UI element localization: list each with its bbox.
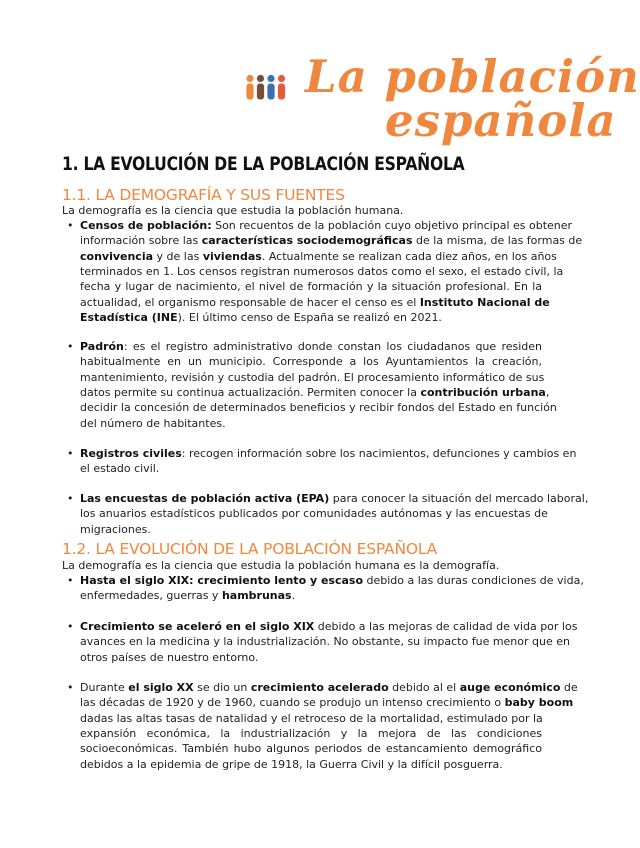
text: de la misma, de las formas de [412, 234, 583, 248]
text: . Actualmente se realizan cada diez años, en los años [261, 249, 557, 263]
bold-text: Censos de población: [80, 219, 212, 232]
text: debidos a la epidemia de gripe de 1918, la Guerra Civil y la difícil posguerra. [80, 757, 503, 771]
bold-text: características sociodemográficas [201, 234, 413, 248]
text-line [80, 446, 577, 461]
text-line [80, 385, 550, 400]
text-line [80, 370, 545, 385]
text: y de las [153, 249, 203, 263]
text-line [80, 264, 564, 279]
text: mantenimiento, revisión y custodia del padrón. El procesamiento informático de sus [80, 370, 545, 384]
bold-text: el siglo XX [128, 681, 194, 694]
subsection-title-2: 1.2. LA EVOLUCIÓN DE LA POBLACIÓN ESPAÑOLA [62, 540, 438, 558]
text: ). El último censo de España se realizó en 2021. [177, 310, 442, 324]
people-group-icon [245, 74, 287, 100]
text-line [80, 400, 557, 415]
person-head [257, 75, 264, 82]
bold-text: Las encuestas de población activa (EPA) [80, 492, 330, 505]
bold-text: Instituto Nacional de [419, 295, 550, 309]
text: debido a las duras condiciones de vida, [363, 574, 584, 587]
text: habitualmente en un municipio. Corresponde a los Ayuntamientos la creación, [80, 355, 542, 369]
text: avances en la medicina y la industrialización. No obstante, su impacto fue menor que en [80, 635, 570, 649]
bold-text: contribución urbana [420, 385, 546, 399]
text: debido a las mejoras de calidad de vida por los [314, 620, 578, 633]
header-title-line2: española [385, 94, 617, 147]
text: del número de habitantes. [80, 416, 226, 430]
text: las décadas de 1920 y de 1960, cuando se produjo un intenso crecimiento o [80, 696, 505, 710]
text: expansión económica, la industrialización y la mejora de las condiciones [80, 726, 542, 740]
bold-text: auge económico [459, 681, 561, 694]
text-line [80, 634, 570, 649]
bullet-item [62, 491, 589, 537]
text: enfermedades, guerras y [80, 589, 222, 603]
text-line [80, 249, 557, 264]
bullet-dot: • [67, 681, 74, 694]
bold-text: Padrón [80, 340, 124, 353]
section-title: 1. LA EVOLUCIÓN DE LA POBLACIÓN ESPAÑOLA [62, 153, 465, 175]
person-head [267, 75, 274, 82]
text: : recogen información sobre los nacimientos, defunciones y cambios en [181, 447, 577, 460]
text-line [80, 354, 542, 369]
text-line [80, 233, 583, 248]
bold-text: Registros civiles [80, 447, 182, 460]
page-header [245, 50, 640, 150]
text: Durante [80, 681, 129, 694]
person-body [257, 84, 264, 100]
text-line [80, 218, 573, 233]
bullet-dot: • [67, 447, 74, 460]
bullet-item [62, 680, 578, 772]
subsection-title-1: 1.1. LA DEMOGRAFÍA Y SUS FUENTES [62, 186, 345, 204]
text: Son recuentos de la población cuyo objetivo principal es obtener [211, 219, 573, 232]
text: de [560, 681, 578, 694]
bullet-item [62, 573, 584, 604]
text: socioeconómicas. También hubo algunos periodos de estancamiento demográfico [80, 742, 542, 756]
text-line [80, 279, 542, 294]
text-line [80, 461, 542, 476]
text-line [80, 295, 550, 310]
bold-text: hambrunas [221, 589, 292, 603]
text-line [80, 741, 542, 756]
person-body [267, 84, 274, 100]
text: actualidad, el organismo responsable de hacer el censo es el [80, 295, 420, 309]
bullet-item [62, 218, 583, 325]
bullet-dot: • [67, 574, 74, 587]
text: información sobre las [80, 234, 202, 248]
bullet-item [62, 446, 577, 477]
bold-text: convivencia [80, 249, 154, 263]
person-body [278, 84, 285, 100]
text: fecha y lugar de nacimiento, el nivel de formación y la situación profesional. En la [80, 280, 542, 294]
bullet-item [62, 339, 557, 431]
text: decidir la concesión de determinados beneficios y recibir fondos del Estado en función [80, 401, 557, 415]
text-line [80, 506, 548, 521]
bold-text: Hasta el siglo XIX: crecimiento lento y escaso [80, 574, 364, 587]
text: dadas las altas tasas de natalidad y el retroceso de la mortalidad, estimulado por la [80, 711, 543, 725]
bold-text: crecimiento acelerado [250, 681, 389, 694]
text: : es el registro administrativo donde constan los ciudadanos que residen [123, 340, 542, 353]
text: para conocer la situación del mercado laboral, [329, 492, 589, 505]
bullet-dot: • [67, 492, 74, 505]
text-line [80, 650, 542, 665]
bold-text: Crecimiento se aceleró en el siglo XIX [80, 620, 315, 633]
person-head [246, 75, 253, 82]
text: migraciones. [80, 522, 151, 536]
text: . [291, 589, 296, 603]
subsection-intro-1: La demografía es la ciencia que estudia la población humana. [62, 204, 404, 217]
text-line [80, 726, 542, 741]
text: debido al el [388, 681, 460, 694]
bullet-dot: • [67, 219, 74, 232]
text: el estado civil. [80, 462, 160, 476]
text-line [80, 416, 542, 431]
person-head [278, 75, 285, 82]
text-line [80, 695, 574, 710]
text: se dio un [193, 681, 251, 694]
subsection-intro-2: La demografía es la ciencia que estudia la población humana es la demografía. [62, 559, 500, 572]
bullet-dot: • [67, 620, 74, 633]
text-line [80, 619, 578, 634]
text: otros países de nuestro entorno. [80, 650, 259, 664]
bold-text: Estadística (INE [80, 310, 178, 324]
text-line [80, 680, 578, 695]
text-line [80, 757, 542, 772]
bold-text: baby boom [504, 696, 574, 710]
text-line [80, 573, 584, 588]
person-body [246, 84, 253, 100]
text-line [80, 491, 589, 506]
text: datos permite su continua actualización. Permiten conocer la [80, 385, 421, 399]
bullet-dot: • [67, 340, 74, 353]
bullet-item [62, 619, 578, 665]
text: terminados en 1. Los censos registran numerosos datos como el sexo, el estado civil, la [80, 264, 564, 278]
text-line [80, 588, 542, 603]
text: los anuarios estadísticos publicados por comunidades autónomas y las encuestas de [80, 507, 548, 521]
text-line [80, 522, 542, 537]
text-line [80, 310, 542, 325]
text: , [545, 385, 550, 399]
text-line [80, 339, 542, 354]
header-title-line1: La población [305, 50, 640, 103]
text-line [80, 711, 542, 726]
bold-text: viviendas [202, 249, 262, 263]
